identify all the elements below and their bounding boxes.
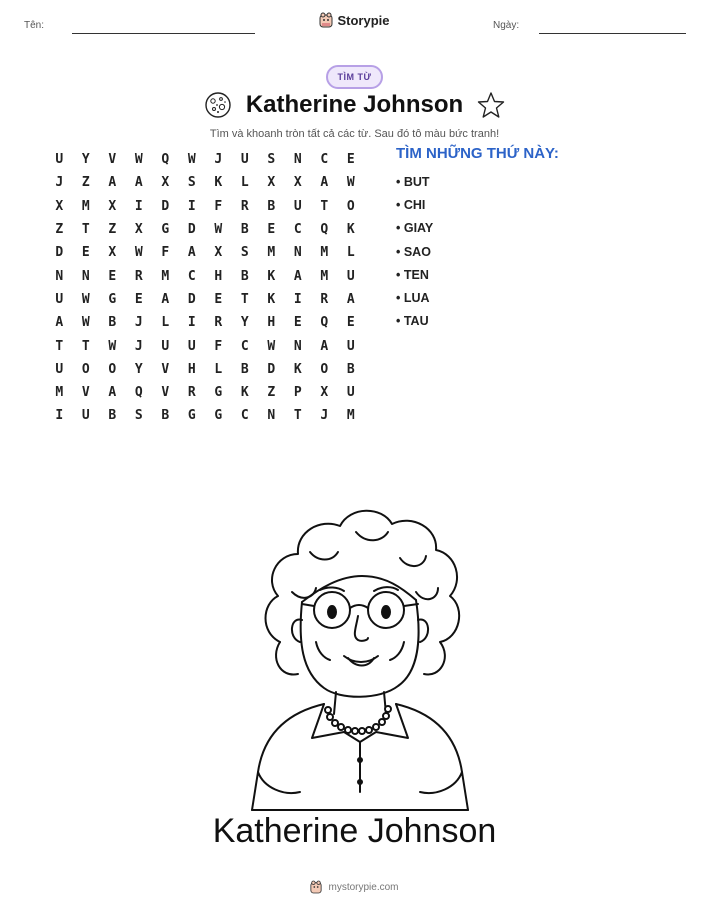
- grid-letter[interactable]: R: [240, 198, 249, 214]
- grid-letter[interactable]: R: [214, 315, 223, 331]
- grid-letter[interactable]: X: [108, 198, 117, 214]
- grid-letter[interactable]: N: [55, 268, 64, 284]
- grid-letter[interactable]: J: [320, 408, 329, 424]
- word-item: • LUA: [396, 291, 430, 306]
- grid-letter[interactable]: N: [81, 268, 90, 284]
- brand: [0, 12, 709, 28]
- word-list-heading: TÌM NHỮNG THỨ NÀY:: [396, 145, 559, 162]
- grid-letter[interactable]: K: [214, 175, 223, 191]
- grid-letter[interactable]: B: [108, 315, 117, 331]
- grid-letter[interactable]: E: [108, 268, 117, 284]
- grid-letter[interactable]: L: [240, 175, 249, 191]
- grid-letter[interactable]: C: [320, 152, 329, 168]
- grid-letter[interactable]: X: [55, 198, 64, 214]
- grid-letter[interactable]: B: [240, 361, 249, 377]
- grid-letter[interactable]: C: [293, 222, 302, 238]
- grid-letter[interactable]: Z: [267, 385, 276, 401]
- word-search-grid: [46, 148, 364, 428]
- grid-letter[interactable]: A: [320, 338, 329, 354]
- grid-letter[interactable]: B: [267, 198, 276, 214]
- grid-letter[interactable]: T: [55, 338, 64, 354]
- grid-letter[interactable]: D: [187, 222, 196, 238]
- grid-letter[interactable]: H: [187, 361, 196, 377]
- grid-letter[interactable]: V: [108, 152, 117, 168]
- grid-letter[interactable]: U: [346, 385, 355, 401]
- grid-letter[interactable]: M: [267, 245, 276, 261]
- grid-letter[interactable]: X: [293, 175, 302, 191]
- grid-letter[interactable]: N: [267, 408, 276, 424]
- word-item: • TAU: [396, 314, 429, 329]
- grid-letter[interactable]: Y: [240, 315, 249, 331]
- grid-letter[interactable]: Z: [108, 222, 117, 238]
- date-label: Ngày:: [493, 20, 520, 31]
- grid-letter[interactable]: Y: [81, 152, 90, 168]
- grid-letter[interactable]: C: [240, 338, 249, 354]
- grid-letter[interactable]: E: [267, 222, 276, 238]
- grid-letter[interactable]: D: [55, 245, 64, 261]
- grid-letter[interactable]: H: [267, 315, 276, 331]
- grid-letter[interactable]: W: [187, 152, 196, 168]
- moon-icon: [204, 91, 232, 119]
- name-line: [72, 33, 255, 34]
- portrait-caption: Katherine Johnson: [212, 812, 497, 850]
- grid-letter[interactable]: O: [346, 198, 355, 214]
- grid-letter[interactable]: M: [346, 408, 355, 424]
- grid-letter[interactable]: F: [214, 198, 223, 214]
- grid-letter[interactable]: M: [320, 268, 329, 284]
- word-item: • TEN: [396, 267, 429, 282]
- grid-letter[interactable]: S: [187, 175, 196, 191]
- grid-letter[interactable]: I: [293, 291, 302, 307]
- grid-letter[interactable]: J: [134, 338, 143, 354]
- grid-letter[interactable]: D: [267, 361, 276, 377]
- grid-letter[interactable]: E: [81, 245, 90, 261]
- grid-letter[interactable]: W: [267, 338, 276, 354]
- grid-letter[interactable]: C: [240, 408, 249, 424]
- name-label: Tên:: [24, 20, 45, 31]
- grid-letter[interactable]: A: [346, 291, 355, 307]
- grid-letter[interactable]: W: [81, 315, 90, 331]
- grid-letter[interactable]: T: [240, 291, 249, 307]
- grid-letter[interactable]: I: [55, 408, 64, 424]
- grid-letter[interactable]: B: [240, 268, 249, 284]
- storypie-logo-icon: [319, 12, 333, 28]
- grid-letter[interactable]: N: [293, 152, 302, 168]
- word-item: • GIAY: [396, 221, 434, 236]
- grid-letter[interactable]: C: [187, 268, 196, 284]
- grid-letter[interactable]: N: [293, 338, 302, 354]
- grid-letter[interactable]: W: [346, 175, 355, 191]
- grid-letter[interactable]: G: [214, 385, 223, 401]
- grid-letter[interactable]: Q: [134, 385, 143, 401]
- grid-letter[interactable]: H: [214, 268, 223, 284]
- grid-letter[interactable]: J: [55, 175, 64, 191]
- grid-letter[interactable]: X: [161, 175, 170, 191]
- grid-letter[interactable]: X: [320, 385, 329, 401]
- grid-letter[interactable]: T: [81, 222, 90, 238]
- grid-letter[interactable]: V: [161, 361, 170, 377]
- grid-letter[interactable]: R: [187, 385, 196, 401]
- grid-letter[interactable]: O: [320, 361, 329, 377]
- grid-letter[interactable]: G: [108, 291, 117, 307]
- grid-letter[interactable]: J: [214, 152, 223, 168]
- grid-letter[interactable]: U: [55, 291, 64, 307]
- grid-letter[interactable]: T: [293, 408, 302, 424]
- grid-letter[interactable]: Q: [161, 152, 170, 168]
- grid-letter[interactable]: J: [134, 315, 143, 331]
- grid-letter[interactable]: A: [161, 291, 170, 307]
- grid-letter[interactable]: L: [161, 315, 170, 331]
- footer-url: mystorypie.com: [328, 881, 399, 893]
- grid-letter[interactable]: I: [134, 198, 143, 214]
- grid-letter[interactable]: T: [320, 198, 329, 214]
- grid-letter[interactable]: B: [240, 222, 249, 238]
- word-item: • CHI: [396, 197, 426, 212]
- grid-letter[interactable]: P: [293, 385, 302, 401]
- date-line: [539, 33, 686, 34]
- grid-letter[interactable]: Y: [134, 361, 143, 377]
- grid-letter[interactable]: O: [108, 361, 117, 377]
- grid-letter[interactable]: A: [320, 175, 329, 191]
- grid-letter[interactable]: B: [161, 408, 170, 424]
- grid-letter[interactable]: X: [214, 245, 223, 261]
- title-row: [0, 91, 709, 119]
- grid-letter[interactable]: K: [346, 222, 355, 238]
- grid-letter[interactable]: V: [81, 385, 90, 401]
- grid-letter[interactable]: G: [187, 408, 196, 424]
- grid-letter[interactable]: K: [267, 268, 276, 284]
- grid-letter[interactable]: M: [81, 198, 90, 214]
- grid-letter[interactable]: D: [161, 198, 170, 214]
- grid-letter[interactable]: R: [134, 268, 143, 284]
- grid-letter[interactable]: W: [81, 291, 90, 307]
- grid-letter[interactable]: E: [134, 291, 143, 307]
- grid-letter[interactable]: A: [293, 268, 302, 284]
- grid-letter[interactable]: S: [240, 245, 249, 261]
- grid-letter[interactable]: A: [108, 385, 117, 401]
- grid-letter[interactable]: O: [81, 361, 90, 377]
- grid-letter[interactable]: M: [161, 268, 170, 284]
- grid-letter[interactable]: X: [267, 175, 276, 191]
- grid-letter[interactable]: G: [214, 408, 223, 424]
- grid-letter[interactable]: U: [55, 152, 64, 168]
- grid-letter[interactable]: T: [81, 338, 90, 354]
- grid-letter[interactable]: W: [134, 152, 143, 168]
- footer: [0, 880, 709, 894]
- grid-letter[interactable]: W: [134, 245, 143, 261]
- grid-letter[interactable]: Z: [55, 222, 64, 238]
- instructions: Tìm và khoanh tròn tất cả các từ. Sau đó tô màu bức tranh!: [209, 128, 500, 140]
- grid-letter[interactable]: K: [267, 291, 276, 307]
- grid-letter[interactable]: E: [346, 152, 355, 168]
- grid-letter[interactable]: U: [346, 268, 355, 284]
- grid-letter[interactable]: S: [267, 152, 276, 168]
- grid-letter[interactable]: U: [240, 152, 249, 168]
- grid-letter[interactable]: X: [134, 222, 143, 238]
- grid-letter[interactable]: U: [161, 338, 170, 354]
- grid-letter[interactable]: L: [214, 361, 223, 377]
- grid-letter[interactable]: U: [81, 408, 90, 424]
- grid-letter[interactable]: X: [108, 245, 117, 261]
- grid-letter[interactable]: A: [108, 175, 117, 191]
- grid-letter[interactable]: E: [293, 315, 302, 331]
- portrait-illustration: [240, 492, 480, 812]
- grid-letter[interactable]: M: [320, 245, 329, 261]
- grid-letter[interactable]: E: [214, 291, 223, 307]
- grid-letter[interactable]: U: [187, 338, 196, 354]
- grid-letter[interactable]: I: [187, 198, 196, 214]
- grid-letter[interactable]: K: [240, 385, 249, 401]
- grid-letter[interactable]: W: [214, 222, 223, 238]
- grid-letter[interactable]: N: [293, 245, 302, 261]
- grid-letter[interactable]: M: [55, 385, 64, 401]
- word-item: • BUT: [396, 174, 430, 189]
- grid-letter[interactable]: A: [187, 245, 196, 261]
- grid-letter[interactable]: B: [108, 408, 117, 424]
- grid-letter[interactable]: G: [161, 222, 170, 238]
- grid-letter[interactable]: F: [161, 245, 170, 261]
- grid-letter[interactable]: Z: [81, 175, 90, 191]
- grid-letter[interactable]: Q: [320, 315, 329, 331]
- grid-letter[interactable]: I: [187, 315, 196, 331]
- word-list: [396, 170, 433, 333]
- grid-letter[interactable]: D: [187, 291, 196, 307]
- brand-name: Storypie: [337, 12, 390, 28]
- grid-letter[interactable]: E: [346, 315, 355, 331]
- grid-letter[interactable]: W: [108, 338, 117, 354]
- grid-letter[interactable]: K: [293, 361, 302, 377]
- word-item: • SAO: [396, 244, 431, 259]
- star-icon: [477, 91, 505, 119]
- activity-badge: TÌM TỪ: [326, 65, 383, 89]
- grid-letter[interactable]: A: [55, 315, 64, 331]
- grid-letter[interactable]: U: [55, 361, 64, 377]
- grid-letter[interactable]: B: [346, 361, 355, 377]
- storypie-logo-icon: [310, 880, 322, 894]
- grid-letter[interactable]: L: [346, 245, 355, 261]
- page-title: Katherine Johnson: [245, 91, 464, 118]
- grid-letter[interactable]: F: [214, 338, 223, 354]
- grid-letter[interactable]: V: [161, 385, 170, 401]
- grid-letter[interactable]: U: [346, 338, 355, 354]
- grid-letter[interactable]: Q: [320, 222, 329, 238]
- grid-letter[interactable]: R: [320, 291, 329, 307]
- grid-letter[interactable]: U: [293, 198, 302, 214]
- grid-letter[interactable]: S: [134, 408, 143, 424]
- grid-letter[interactable]: A: [134, 175, 143, 191]
